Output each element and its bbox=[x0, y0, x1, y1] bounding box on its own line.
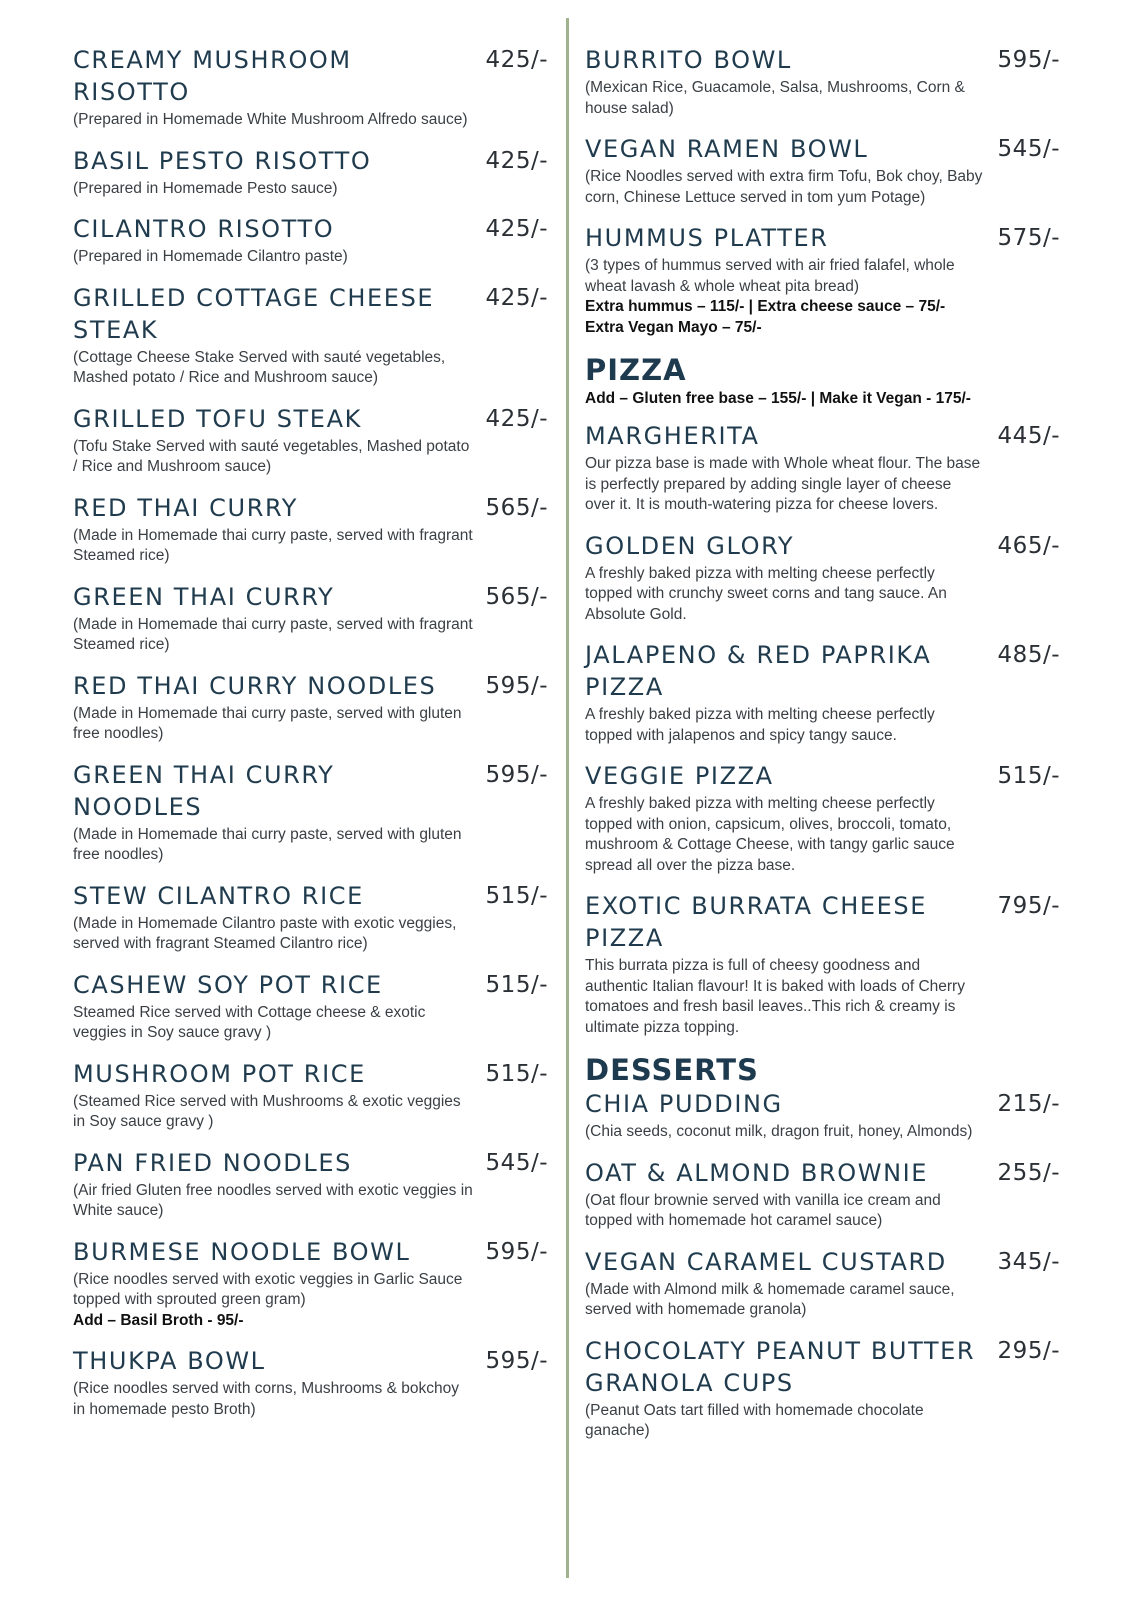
item-description: (Made in Homemade thai curry paste, served with fragrant Steamed rice) bbox=[73, 526, 473, 564]
item-price: 595/- bbox=[485, 1238, 548, 1265]
item-name: RED THAI CURRY NOODLES bbox=[73, 671, 437, 700]
item-price: 595/- bbox=[997, 47, 1060, 73]
item-name: CHOCOLATY PEANUT BUTTER GRANOLA CUPS bbox=[585, 1336, 976, 1397]
item-price: 595/- bbox=[485, 672, 548, 699]
item-description: (Made in Homemade Cilantro paste with exotic veggies, served with fragrant Steamed Cilantro rice) bbox=[73, 914, 457, 952]
item-description: (Made in Homemade thai curry paste, served with fragrant Steamed rice) bbox=[73, 615, 473, 653]
item-name: BURRITO BOWL bbox=[585, 46, 792, 74]
item-price: 595/- bbox=[485, 1348, 548, 1374]
item-price: 425/- bbox=[485, 47, 548, 73]
item-price: 565/- bbox=[485, 494, 548, 521]
menu-item bbox=[73, 403, 548, 478]
item-addon: Extra hummus – 115/- | Extra cheese sauce – 75/- Extra Vegan Mayo – 75/- bbox=[585, 298, 946, 336]
item-description: A freshly baked pizza with melting cheese perfectly topped with onion, capsicum, olives, broccoli, tomato, mushroom & Cottage Cheese, with tangy garlic sauce spread all over the pizza base. bbox=[585, 795, 955, 874]
item-name: GOLDEN GLORY bbox=[585, 531, 795, 560]
item-name: OAT & ALMOND BROWNIE bbox=[585, 1158, 929, 1187]
item-name: MUSHROOM POT RICE bbox=[73, 1059, 366, 1088]
menu-item bbox=[585, 639, 1060, 746]
item-description: (Made with Almond milk & homemade caramel sauce, served with homemade granola) bbox=[585, 1280, 955, 1318]
item-name: VEGGIE PIZZA bbox=[585, 762, 774, 790]
menu-item bbox=[73, 1058, 548, 1133]
menu-item bbox=[585, 530, 1060, 626]
item-description: (Prepared in Homemade Cilantro paste) bbox=[73, 248, 348, 265]
item-price: 545/- bbox=[997, 136, 1060, 162]
menu-item bbox=[73, 282, 548, 389]
item-price: 255/- bbox=[997, 1159, 1060, 1186]
column-divider bbox=[566, 18, 569, 1578]
menu-item bbox=[73, 213, 548, 268]
item-name: CASHEW SOY POT RICE bbox=[73, 970, 383, 999]
item-description: (Steamed Rice served with Mushrooms & exotic veggies in Soy sauce gravy ) bbox=[73, 1092, 461, 1130]
item-description: (Made in Homemade thai curry paste, served with gluten free noodles) bbox=[73, 825, 462, 863]
item-addon: Add – Basil Broth - 95/- bbox=[73, 1311, 244, 1329]
menu-item bbox=[585, 1088, 1060, 1143]
menu-item bbox=[73, 581, 548, 656]
item-description: (Rice noodles served with corns, Mushrooms & bokchoy in homemade pesto Broth) bbox=[73, 1380, 459, 1418]
item-description: (Tofu Stake Served with sauté vegetables, Mashed potato / Rice and Mushroom sauce) bbox=[73, 437, 470, 475]
menu-item bbox=[585, 760, 1060, 876]
item-name: EXOTIC BURRATA CHEESE PIZZA bbox=[585, 892, 928, 952]
item-name: RED THAI CURRY bbox=[73, 493, 298, 522]
menu-item bbox=[585, 890, 1060, 1038]
item-price: 515/- bbox=[485, 882, 548, 909]
menu-item bbox=[73, 1345, 548, 1420]
item-description: A freshly baked pizza with melting cheese perfectly topped with jalapenos and spicy tangy sauce. bbox=[585, 706, 935, 744]
item-name: GRILLED COTTAGE CHEESE STEAK bbox=[73, 283, 435, 344]
item-price: 515/- bbox=[485, 971, 548, 998]
item-price: 795/- bbox=[997, 893, 1060, 919]
menu-item bbox=[585, 222, 1060, 338]
item-price: 295/- bbox=[997, 1337, 1060, 1364]
item-description: Our pizza base is made with Whole wheat flour. The base is perfectly prepared by adding single layer of cheese over it. It is mouth-watering pizza for cheese lovers. bbox=[585, 455, 981, 513]
item-name: BASIL PESTO RISOTTO bbox=[73, 146, 372, 175]
item-name: VEGAN CARAMEL CUSTARD bbox=[585, 1247, 947, 1276]
item-price: 485/- bbox=[997, 642, 1060, 668]
item-price: 425/- bbox=[485, 284, 548, 311]
menu-item bbox=[585, 44, 1060, 119]
item-price: 575/- bbox=[997, 225, 1060, 251]
item-description: This burrata pizza is full of cheesy goodness and authentic Italian flavour! It is baked with loads of Cherry tomatoes and fresh basil leaves..This rich & creamy is ultimate pizza topping. bbox=[585, 957, 965, 1036]
item-description: (3 types of hummus served with air fried falafel, whole wheat lavash & whole wheat pita bread) bbox=[585, 257, 955, 295]
item-price: 345/- bbox=[997, 1248, 1060, 1275]
item-price: 425/- bbox=[485, 147, 548, 174]
item-name: THUKPA BOWL bbox=[73, 1347, 266, 1375]
item-description: (Made in Homemade thai curry paste, served with gluten free noodles) bbox=[73, 704, 462, 742]
menu-item bbox=[73, 969, 548, 1044]
right-column bbox=[585, 44, 1060, 1456]
item-name: JALAPENO & RED PAPRIKA PIZZA bbox=[585, 641, 932, 701]
menu-item bbox=[585, 1157, 1060, 1232]
item-description: (Air fried Gluten free noodles served with exotic veggies in White sauce) bbox=[73, 1181, 473, 1219]
item-name: BURMESE NOODLE BOWL bbox=[73, 1237, 411, 1266]
item-name: GREEN THAI CURRY NOODLES bbox=[73, 760, 335, 821]
item-price: 545/- bbox=[485, 1149, 548, 1176]
menu-item bbox=[73, 492, 548, 567]
menu-item bbox=[73, 145, 548, 200]
section-title-pizza: PIZZA bbox=[585, 353, 687, 387]
item-description: (Prepared in Homemade Pesto sauce) bbox=[73, 179, 338, 197]
item-price: 445/- bbox=[997, 423, 1060, 449]
item-description: (Rice noodles served with exotic veggies in Garlic Sauce topped with sprouted green gram) bbox=[73, 1270, 463, 1308]
item-name: STEW CILANTRO RICE bbox=[73, 881, 364, 910]
menu-item bbox=[585, 1246, 1060, 1321]
section-note-pizza: Add – Gluten free base – 155/- | Make it Vegan - 175/- bbox=[585, 390, 971, 407]
item-price: 515/- bbox=[485, 1060, 548, 1087]
item-price: 595/- bbox=[485, 761, 548, 788]
item-name: PAN FRIED NOODLES bbox=[73, 1148, 352, 1177]
item-name: CILANTRO RISOTTO bbox=[73, 215, 335, 243]
menu-item bbox=[73, 44, 548, 131]
item-description: (Prepared in Homemade White Mushroom Alfredo sauce) bbox=[73, 111, 468, 128]
item-name: GREEN THAI CURRY bbox=[73, 582, 335, 611]
item-price: 425/- bbox=[485, 405, 548, 432]
menu-item bbox=[73, 759, 548, 866]
item-description: Steamed Rice served with Cottage cheese & exotic veggies in Soy sauce gravy ) bbox=[73, 1003, 426, 1041]
menu-item bbox=[73, 1236, 548, 1332]
item-price: 215/- bbox=[997, 1091, 1060, 1117]
item-name: VEGAN RAMEN BOWL bbox=[585, 135, 869, 163]
menu-item bbox=[585, 133, 1060, 208]
left-column bbox=[73, 44, 548, 1434]
item-price: 465/- bbox=[997, 532, 1060, 559]
item-description: (Mexican Rice, Guacamole, Salsa, Mushrooms, Corn & house salad) bbox=[585, 79, 965, 117]
item-description: (Cottage Cheese Stake Served with sauté vegetables, Mashed potato / Rice and Mushroom sauce) bbox=[73, 348, 446, 386]
item-name: GRILLED TOFU STEAK bbox=[73, 404, 362, 433]
item-description: (Oat flour brownie served with vanilla ice cream and topped with homemade hot caramel sauce) bbox=[585, 1191, 941, 1229]
menu-item bbox=[73, 880, 548, 955]
menu-item bbox=[585, 420, 1060, 516]
menu-item bbox=[73, 1147, 548, 1222]
item-description: A freshly baked pizza with melting cheese perfectly topped with crunchy sweet corns and tang sauce. An Absolute Gold. bbox=[585, 564, 947, 623]
item-price: 565/- bbox=[485, 583, 548, 610]
item-name: CREAMY MUSHROOM RISOTTO bbox=[73, 46, 352, 106]
item-description: (Rice Noodles served with extra firm Tofu, Bok choy, Baby corn, Chinese Lettuce served in tom yum Potage) bbox=[585, 168, 983, 206]
item-name: HUMMUS PLATTER bbox=[585, 224, 829, 252]
item-description: (Peanut Oats tart filled with homemade chocolate ganache) bbox=[585, 1401, 924, 1439]
item-name: MARGHERITA bbox=[585, 422, 760, 450]
item-name: CHIA PUDDING bbox=[585, 1090, 783, 1118]
item-description: (Chia seeds, coconut milk, dragon fruit, honey, Almonds) bbox=[585, 1123, 973, 1140]
menu-item bbox=[73, 670, 548, 745]
menu-item bbox=[585, 1335, 1060, 1442]
section-title-desserts: DESSERTS bbox=[585, 1053, 759, 1087]
item-price: 515/- bbox=[997, 763, 1060, 789]
item-price: 425/- bbox=[485, 216, 548, 242]
